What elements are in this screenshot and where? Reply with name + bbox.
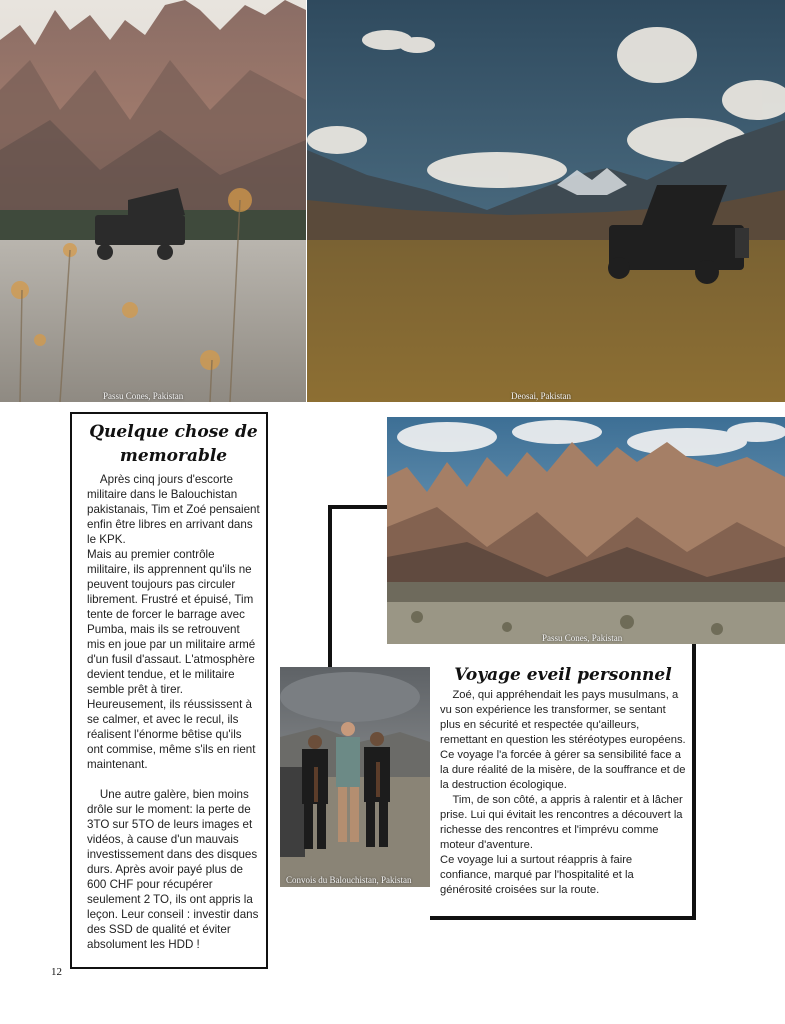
frame-line-right <box>692 640 696 920</box>
convoy-soldiers-image <box>280 667 430 887</box>
photo-deosai <box>307 0 785 402</box>
article-paragraph: Après cinq jours d'escorte militaire dans le Balouchistan pakistanais, Tim et Zoé pensaient enfin être libres en arrivant dans le KPK. Mais au premier contrôle militaire, ils apprennent qu'ils ne peuvent toujours pas circuler librement. Frustré et épuisé, Tim tente de forcer le barrage avec Pumba, mais ils se retrouvent mis en joue par un militaire armé d'un fusil d'assaut. L'atmosphère devient tendue, et le militaire semble prêt à tirer. Heureusement, ils réussissent à se calmer, et avec le recul, ils réalisent l'énorme bêtise qu'ils ont commise, même s'ils en rient maintenant. <box>87 473 260 771</box>
page-number: 12 <box>51 966 62 978</box>
photo-passu-cones-mid <box>387 417 785 644</box>
article-paragraph: Zoé, qui appréhendait les pays musulmans, a vu son expérience les transformer, se sentant plus en sécurité et respectée qu'ailleurs, remettant en question les stéréotypes européens. Ce voyage l'a forcée à gérer sa sensibilité face a la dure réalité de la misère, de la souffrance et de la destruction écologique. <box>440 689 686 791</box>
article-memorable <box>70 412 268 969</box>
passu-cones-mountains-image <box>387 417 785 644</box>
article-paragraph: Tim, de son côté, a appris à ralentir et à lâcher prise. Lui qui évitait les rencontres a découvert la richesse des rencontres et l'imprévu comme moteur d'aventure. Ce voyage lui a surtout réappris à faire confiance, marqué par l'hospitalité et la générosité croisées sur la route. <box>440 794 683 896</box>
photo-caption: Deosai, Pakistan <box>511 391 571 401</box>
photo-convoy <box>280 667 430 887</box>
photo-caption: Passu Cones, Pakistan <box>542 633 623 643</box>
passu-cones-landscape-image <box>0 0 306 402</box>
article-heading: Voyage eveil personnel <box>454 665 672 685</box>
deosai-plains-image <box>307 0 785 402</box>
article-heading: Quelque chose de memorable <box>89 422 258 466</box>
photo-caption: Convois du Balouchistan, Pakistan <box>286 875 412 885</box>
photo-passu-cones-top <box>0 0 306 402</box>
frame-line-top <box>328 505 388 509</box>
frame-line-bottom <box>430 916 696 920</box>
frame-line-left <box>328 505 332 670</box>
article-paragraph: Une autre galère, bien moins drôle sur le moment: la perte de 3TO sur 5TO de leurs images et vidéos, à cause d'un mauvais investissement dans des disques durs. Après avoir payé plus de 600 CHF pour récupérer seulement 2 TO, ils ont appris la leçon. Leur conseil : investir dans des SSD de qualité et éviter absolument les HDD ! <box>87 788 262 951</box>
article-eveil-personnel <box>436 660 688 900</box>
photo-caption: Passu Cones, Pakistan <box>103 391 184 401</box>
